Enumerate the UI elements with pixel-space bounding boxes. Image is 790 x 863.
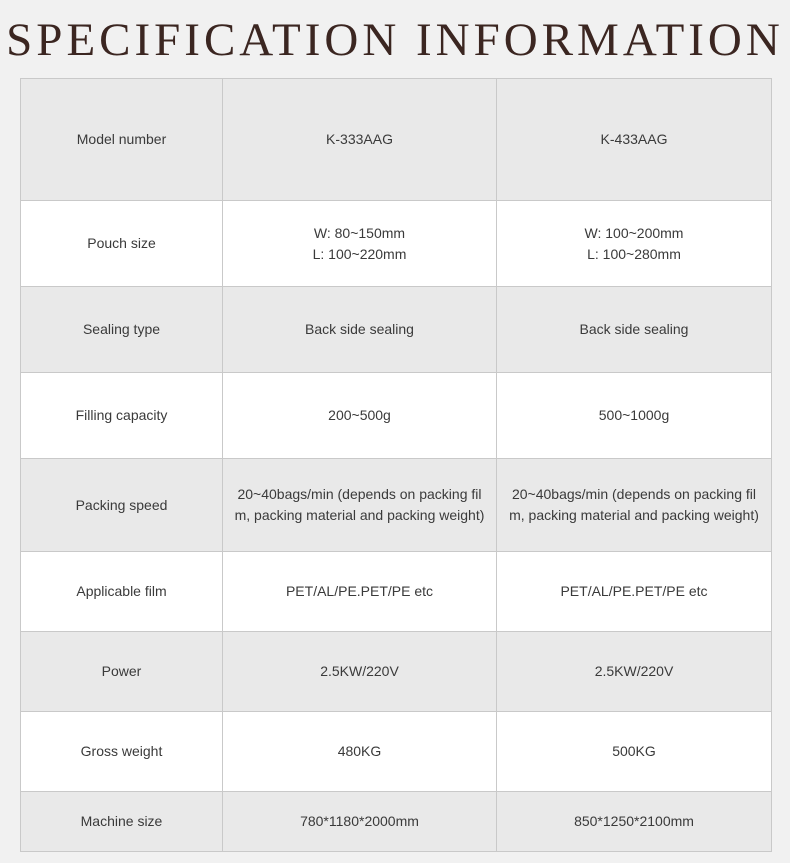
spec-value-k433aag: 2.5KW/220V	[497, 632, 772, 712]
spec-table	[20, 78, 772, 852]
spec-value-k433aag: K-433AAG	[497, 79, 772, 201]
spec-value-k333aag: 200~500g	[223, 373, 497, 459]
table-row-power	[21, 632, 772, 712]
table-row-filling-capacity	[21, 373, 772, 459]
page-title: SPECIFICATION INFORMATION	[6, 14, 784, 66]
row-label: Applicable film	[21, 552, 223, 632]
spec-value-k333aag: PET/AL/PE.PET/PE etc	[223, 552, 497, 632]
row-label: Power	[21, 632, 223, 712]
spec-value-k333aag: 480KG	[223, 712, 497, 792]
spec-value-k433aag: 500KG	[497, 712, 772, 792]
spec-value-k433aag: 20~40bags/min (depends on packing fil m, packing material and packing weight)	[497, 459, 772, 552]
table-row-pouch-size	[21, 201, 772, 287]
spec-value-k433aag: Back side sealing	[497, 287, 772, 373]
spec-value-k333aag: 20~40bags/min (depends on packing fil m, packing material and packing weight)	[223, 459, 497, 552]
spec-value-k333aag: W: 80~150mm L: 100~220mm	[223, 201, 497, 287]
row-label: Filling capacity	[21, 373, 223, 459]
table-row-gross-weight	[21, 712, 772, 792]
row-label: Model number	[21, 79, 223, 201]
spec-value-k433aag: W: 100~200mm L: 100~280mm	[497, 201, 772, 287]
spec-value-k333aag: 2.5KW/220V	[223, 632, 497, 712]
table-row-machine-size	[21, 792, 772, 852]
row-label: Pouch size	[21, 201, 223, 287]
table-row-sealing-type	[21, 287, 772, 373]
spec-value-k433aag: PET/AL/PE.PET/PE etc	[497, 552, 772, 632]
row-label: Packing speed	[21, 459, 223, 552]
spec-value-k333aag: 780*1180*2000mm	[223, 792, 497, 852]
table-row-applicable-film	[21, 552, 772, 632]
table-row-model-number	[21, 79, 772, 201]
row-label: Machine size	[21, 792, 223, 852]
spec-value-k433aag: 850*1250*2100mm	[497, 792, 772, 852]
spec-value-k433aag: 500~1000g	[497, 373, 772, 459]
row-label: Gross weight	[21, 712, 223, 792]
table-row-packing-speed	[21, 459, 772, 552]
spec-value-k333aag: Back side sealing	[223, 287, 497, 373]
row-label: Sealing type	[21, 287, 223, 373]
spec-value-k333aag: K-333AAG	[223, 79, 497, 201]
